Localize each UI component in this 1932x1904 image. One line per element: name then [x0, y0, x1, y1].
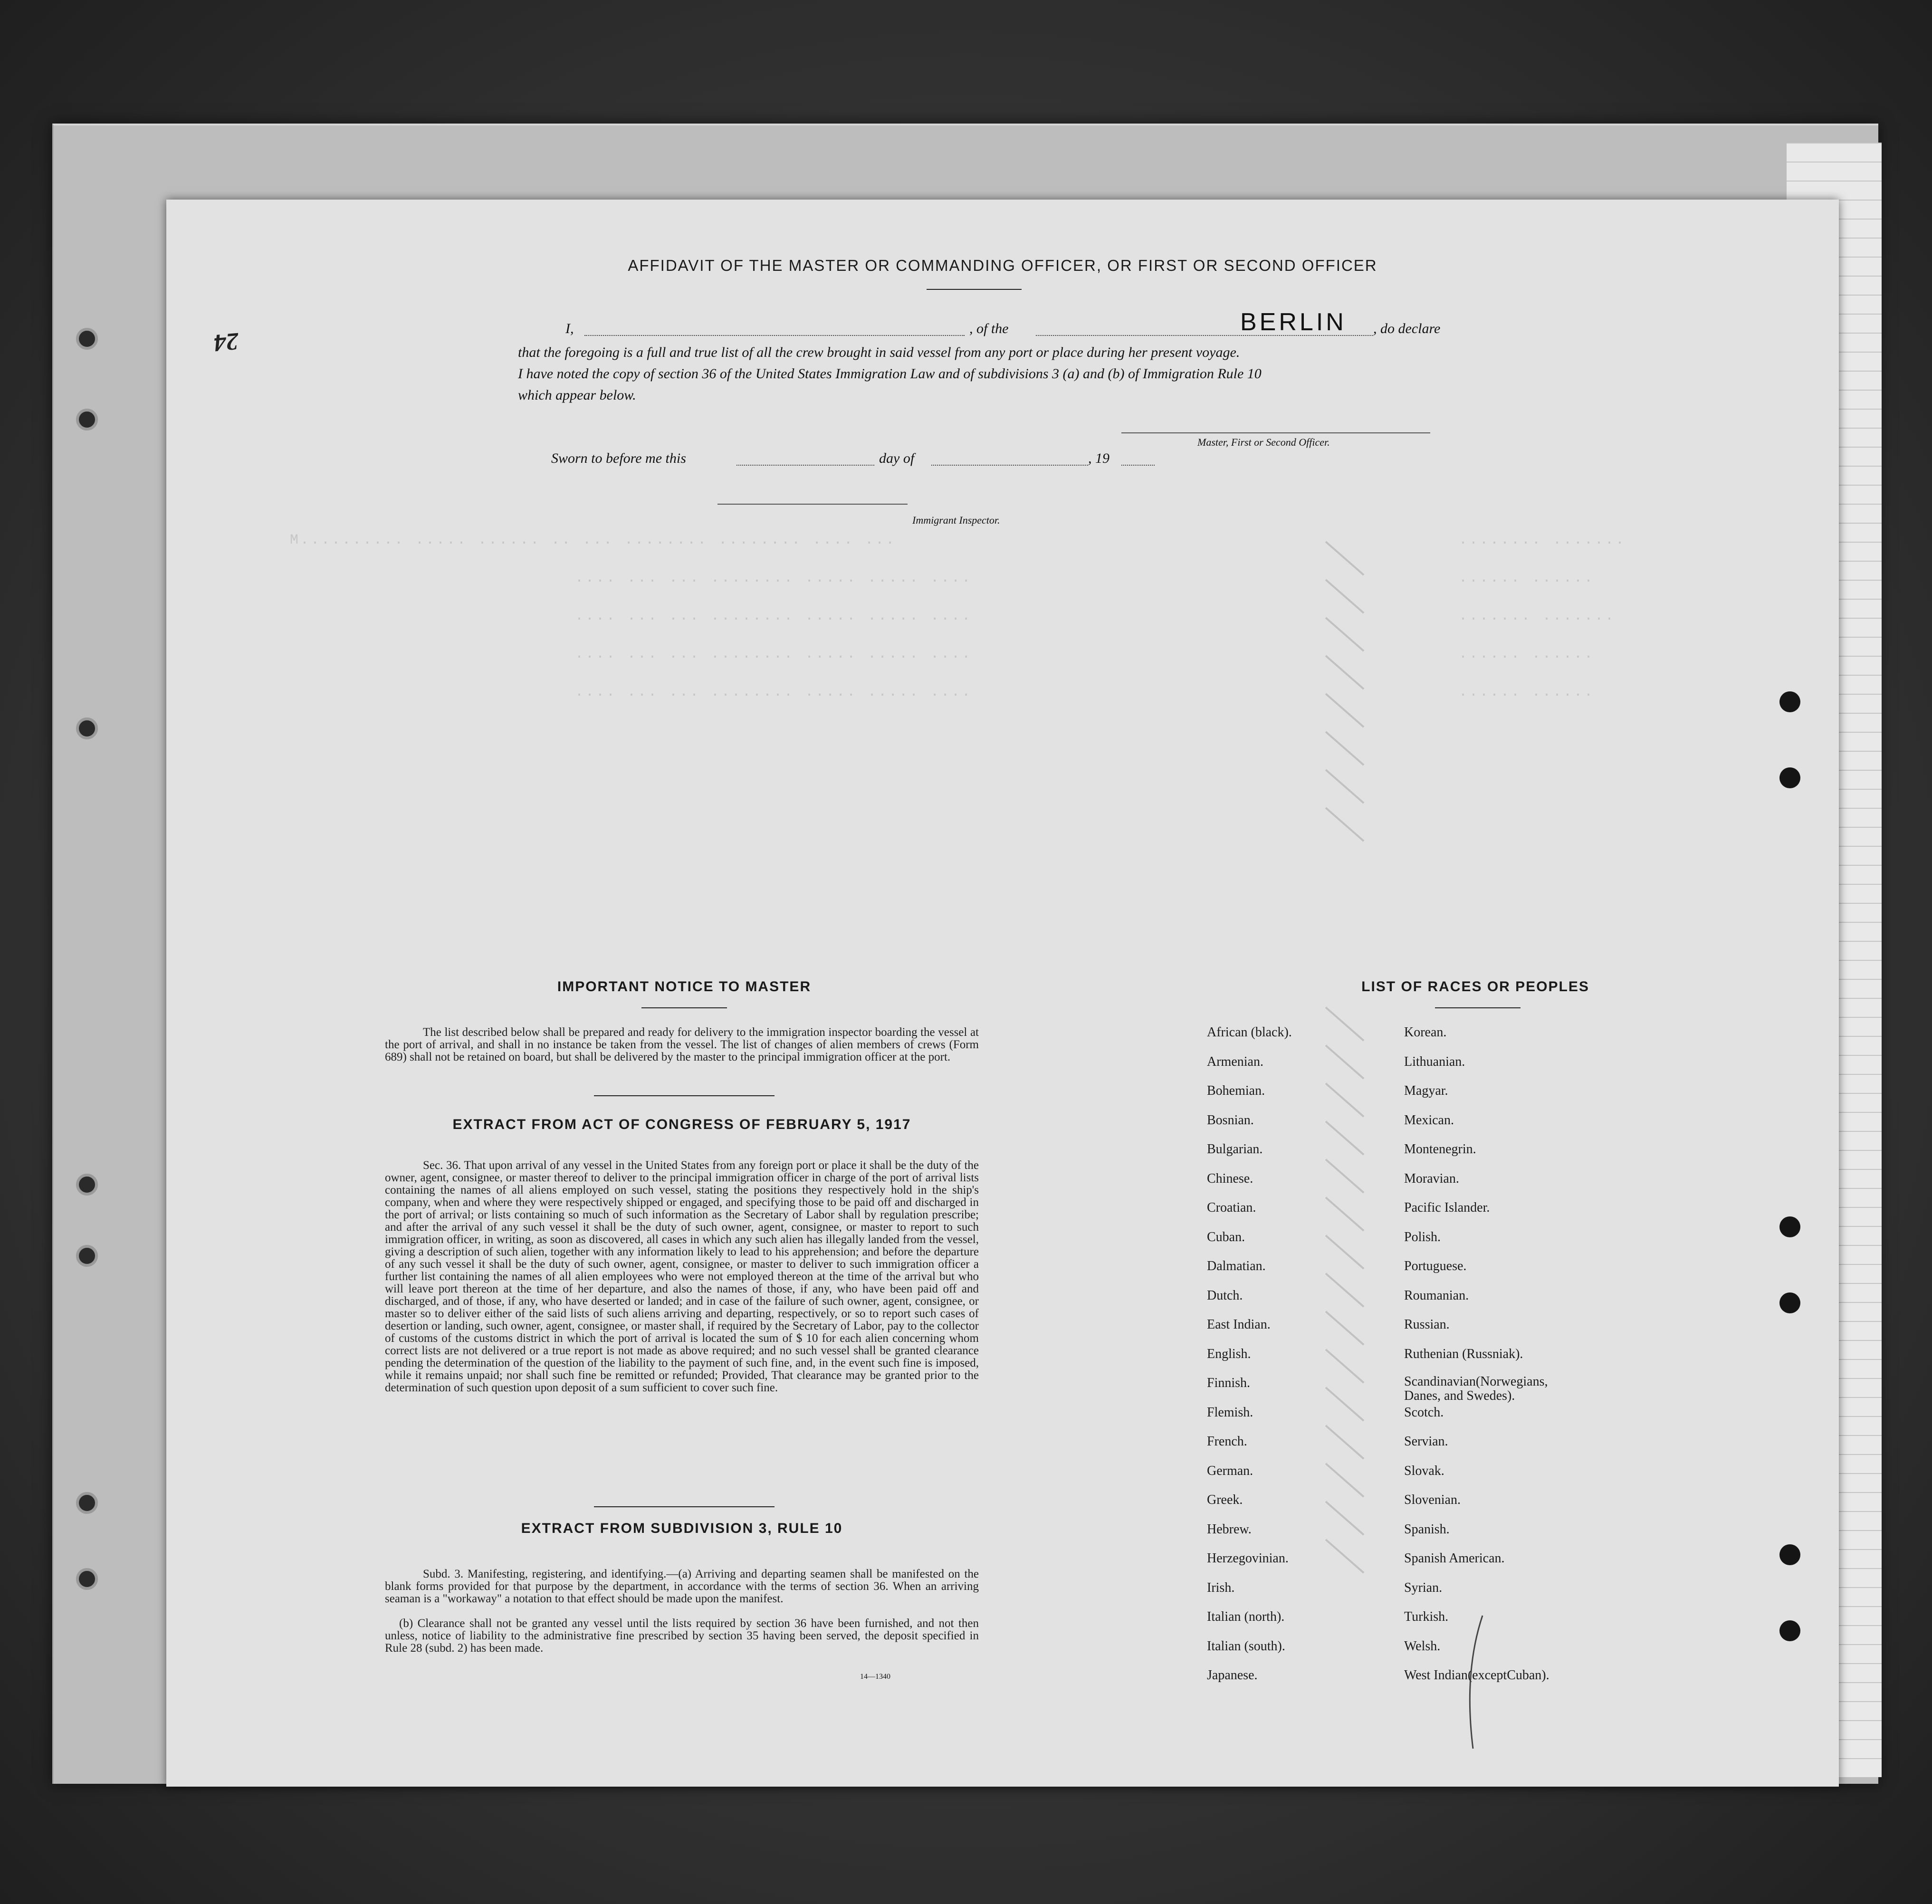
- race-item: Italian (north).: [1207, 1609, 1285, 1624]
- race-item: East Indian.: [1207, 1317, 1271, 1332]
- punch-hole: [1779, 1620, 1800, 1641]
- punch-hole: [76, 328, 98, 350]
- sworn-day-blank[interactable]: [736, 465, 874, 466]
- affidavit-line-3: I have noted the copy of section 36 of the United States Immigration Law and of subdivisions 3 (a) and (b) of Immigration Rule 10: [518, 366, 1262, 382]
- race-item: Dutch.: [1207, 1288, 1243, 1303]
- notice-title: IMPORTANT NOTICE TO MASTER: [557, 979, 812, 995]
- race-item: Spanish American.: [1404, 1551, 1505, 1566]
- extract-act-title: EXTRACT FROM ACT OF CONGRESS OF FEBRUARY 5, 1917: [452, 1117, 911, 1132]
- divider: [927, 289, 1022, 290]
- race-item: Turkish.: [1404, 1609, 1449, 1624]
- races-left-column: [1207, 1024, 1292, 1696]
- race-item: Finnish.: [1207, 1376, 1251, 1390]
- race-item: African (black).: [1207, 1025, 1292, 1040]
- bleed-through-marks: [1307, 532, 1639, 1768]
- punch-hole: [76, 1492, 98, 1514]
- race-item: Scandinavian(Norwegians, Danes, and Swedes).: [1404, 1374, 1548, 1403]
- race-item: Spanish.: [1404, 1521, 1450, 1537]
- race-item: Flemish.: [1207, 1405, 1253, 1420]
- punch-hole: [1779, 1292, 1800, 1313]
- race-item: Bosnian.: [1207, 1112, 1254, 1128]
- race-item: Montenegrin.: [1404, 1142, 1476, 1157]
- punch-hole: [76, 409, 98, 431]
- race-item: Cuban.: [1207, 1229, 1245, 1244]
- race-item: Welsh.: [1404, 1638, 1441, 1654]
- vessel-name: BERLIN: [1240, 308, 1347, 336]
- divider: [641, 1007, 727, 1008]
- race-item: Polish.: [1404, 1229, 1441, 1244]
- race-item: Syrian.: [1404, 1580, 1443, 1595]
- divider: [594, 1095, 775, 1096]
- extract-rule-title: EXTRACT FROM SUBDIVISION 3, RULE 10: [521, 1521, 843, 1536]
- year-label: , 19: [1088, 450, 1109, 466]
- affidavit-page: M.......... ..... ...... .. ... ........ ........ .... ... .... ... ... ........ ..... ..... .... .... ... ... ........ ..... ..... .... .... ... ... ........ ..... ..... .... .... ... ... ........ ..... ..... .... ........ ....... ...... ...... ....... ....... ...... ...... ...... ...... 24 AFFIDAVIT OF THE MASTER OR COMMANDING OFFICER, OR FIRST OR SECOND OFFICER I, , of the BERLIN , do declare that the foregoing is a full and true list of all the crew brought in said vessel from any port or place during her present voyage. I have noted the copy of section 36 of the United States Immigration Law and of subdivisions 3 (a) and (b) of Immigration Rule 10 which appear below. Master, First or Second Officer. Sworn to before me this day of , 19 Immigrant Inspector. IMPORTANT NOTICE TO MASTER The list described below shall be prepared and ready for delivery to the immigration inspector boarding the vessel at the port of arrival, and shall in no instance be taken from the vessel. The list of changes of alien members of crews (Form 689) shall not be retained on board, but shall be delivered by the master to the principal immigration officer at the port. EXTRACT FROM ACT OF CONGRESS OF FEBRUARY 5, 1917 Sec. 36. That upon arrival of any vessel in the United States from any foreign port or place it shall be the duty of the owner, agent, consignee, or master thereof to deliver to the principal immigration officer in charge of the port of arrival lists containing the names of all aliens employed on such vessel, stating the positions they respectively hold in the ship's company, when and where they were respectively shipped or engaged, and specifying those to be paid off and discharged in the port of arrival; or lists containing so much of such information as the Secretary of Labor shall by regulation prescribe; and after the arrival of any such vessel it shall be the duty of such owner, agent, consignee, or master to report to such immigration officer, in writing, as soon as discovered, all cases in which any such alien has illegally landed from the vessel, giving a description of such alien, together with any information likely to lead to his apprehension; and before the departure of any such vessel it shall be the duty of such owner, agent, consignee, or master to deliver to such immigration officer a further list containing the names of all alien employees who were not employed thereon at the time of the arrival but who will leave port thereon at the time of her departure, and also the names of those, if any, who have been paid off and discharged, and of those, if any, who have deserted or landed; and in case of the failure of such owner, agent, consignee, or master so to deliver either of the said lists of such aliens arriving and departing, respectively, or so to report such cases of desertion or landing, such owner, agent, consignee, or master shall, if required by the Secretary of Labor, pay to the collector of customs of the customs district in which the port of arrival is located the sum of $ 10 for each alien concerning whom correct lists are not delivered or a true report is not made as above required; and no such vessel shall be granted clearance pending the determination of the question of the liability to the payment of such fine, and, in the event such fine is imposed, while it remains unpaid; nor shall such fine be remitted or refunded; Provided, That clearance may be granted prior to the determination of such question upon deposit of a sum sufficient to cover such fine. EXTRACT FROM SUBDIVISION 3, RULE 10 Subd. 3. Manifesting, registering, and identifying.—(a) Arriving and departing seamen shall be manifested on the blank forms provided for that purpose by the department, in accordance with the terms of section 36. When an arriving seaman is a "workaway" a notation to that effect should be made upon the manifest. (b) Clearance shall not be granted any vessel until the lists required by section 36 have been furnished, and not then unless, notice of liability to the administrative fine prescribed by section 35 having been served, the deposit specified in Rule 28 (subd. 2) has been made. 14—1340 LIST OF RACES OR PEOPLES African (black). Armenian. Bohemian. Bosnian. Bulgarian. Chinese. Croatian. Cuban. Dalmatian. Dutch. East Indian. English. Finnish. Flemish. French. German. Greek. Hebrew. Herzegovinian. Irish. Italian (north). Italian (south). Japanese. Korean. Lithuanian. Magyar. Mexican. Montenegrin. Moravian. Pacific Islander. Polish. Portuguese. Roumanian. Russian. Ruthenian (Russniak). Scandinavian(Norwegians, Danes, and Swedes). Scotch. Servian. Slovak. Slovenian. Spanish. Spanish American. Syrian. Turkish. Welsh. West Indian(exceptCuban).: [166, 200, 1839, 1787]
- race-item: French.: [1207, 1434, 1247, 1449]
- day-of-label: day of: [879, 450, 915, 466]
- affidavit-i-label: I,: [565, 321, 574, 336]
- punch-hole: [1779, 1544, 1800, 1565]
- punch-hole: [76, 1568, 98, 1590]
- race-item: Mexican.: [1404, 1112, 1454, 1128]
- race-item: Pacific Islander.: [1404, 1200, 1490, 1215]
- master-signature-label: Master, First or Second Officer.: [1197, 436, 1330, 448]
- punch-hole: [76, 1174, 98, 1196]
- extract-act-text: Sec. 36. That upon arrival of any vessel in the United States from any foreign port or place it shall be the duty of the owner, agent, consignee, or master thereof to deliver to the principal immigration officer in charge of the port of arrival lists containing the names of all aliens employed on such vessel, stating the positions they respectively hold in the ship's company, when and where they were respectively shipped or engaged, and specifying those to be paid off and discharged in the port of arrival; or lists containing so much of such information as the Secretary of Labor shall by regulation prescribe; and after the arrival of any such vessel it shall be the duty of such owner, agent, consignee, or master to report to such immigration officer, in writing, as soon as discovered, all cases in which any such alien has illegally landed from the vessel, giving a description of such alien, together with any information likely to lead to his apprehension; and before the departure of any such vessel it shall be the duty of such owner, agent, consignee, or master to deliver to such immigration officer a further list containing the names of all alien employees who were not employed thereon at the time of the arrival but who will leave port thereon at the time of her departure, and also the names of those, if any, who have been paid off and discharged, and of those, if any, who have deserted or landed; and in case of the failure of such owner, agent, consignee, or master so to deliver either of the said lists of such aliens arriving and departing, respectively, or so to report such cases of desertion or landing, such owner, agent, consignee, or master shall, if required by the Secretary of Labor, pay to the collector of customs of the customs district in which the port of arrival is located the sum of $ 10 for each alien concerning whom correct lists are not delivered or a true report is not made as above required; and no such vessel shall be granted clearance pending the determination of the question of the liability to the payment of such fine, and, in the event such fine is imposed, while it remains unpaid; nor shall such fine be remitted or refunded; Provided, That clearance may be granted prior to the determination of such question upon deposit of a sum sufficient to cover such fine.: [385, 1159, 979, 1394]
- extract-rule-text-b: (b) Clearance shall not be granted any vessel until the lists required by section 36 have been furnished, and not then unless, notice of liability to the administrative fine prescribed by section 35 having been served, the deposit specified in Rule 28 (subd. 2) has been made.: [385, 1617, 979, 1655]
- race-item: Bulgarian.: [1207, 1142, 1263, 1157]
- race-item: Herzegovinian.: [1207, 1551, 1289, 1566]
- punch-hole: [1779, 1216, 1800, 1237]
- extract-rule-text-a: Subd. 3. Manifesting, registering, and identifying.—(a) Arriving and departing seamen shall be manifested on the blank forms provided for that purpose by the department, in accordance with the terms of section 36. When an arriving seaman is a "workaway" a notation to that effect should be made upon the manifest.: [385, 1568, 979, 1605]
- race-item: Slovenian.: [1404, 1493, 1461, 1507]
- race-item: Magyar.: [1404, 1083, 1448, 1098]
- race-item: Slovak.: [1404, 1463, 1444, 1478]
- race-item: Korean.: [1404, 1025, 1447, 1040]
- inspector-label: Immigrant Inspector.: [912, 514, 1000, 526]
- race-item: Armenian.: [1207, 1054, 1263, 1069]
- punch-hole: [76, 718, 98, 739]
- sworn-year-blank[interactable]: [1121, 465, 1155, 466]
- race-item: West Indian(exceptCuban).: [1404, 1668, 1549, 1683]
- affidavit-line-4: which appear below.: [518, 387, 636, 403]
- affidavit-line-2: that the foregoing is a full and true list of all the crew brought in said vessel from any port or place during her present voyage.: [518, 344, 1240, 360]
- race-item: Russian.: [1404, 1317, 1450, 1332]
- race-item: Bohemian.: [1207, 1083, 1265, 1098]
- race-item: Croatian.: [1207, 1200, 1256, 1215]
- of-the-label: , of the: [969, 321, 1009, 336]
- master-signature-line[interactable]: [1121, 432, 1430, 433]
- inspector-signature-line[interactable]: [717, 504, 908, 505]
- do-declare-label: , do declare: [1373, 321, 1441, 336]
- officer-name-blank[interactable]: [584, 335, 965, 336]
- race-item: English.: [1207, 1346, 1251, 1361]
- race-item: Greek.: [1207, 1493, 1243, 1507]
- race-item: Chinese.: [1207, 1171, 1253, 1186]
- sworn-month-blank[interactable]: [931, 465, 1088, 466]
- race-item: Scotch.: [1404, 1405, 1444, 1420]
- race-item: Lithuanian.: [1404, 1054, 1465, 1069]
- race-item: Hebrew.: [1207, 1521, 1252, 1537]
- race-item: Servian.: [1404, 1434, 1448, 1449]
- divider: [594, 1506, 775, 1507]
- race-item: Italian (south).: [1207, 1638, 1285, 1654]
- race-item: Dalmatian.: [1207, 1259, 1266, 1273]
- race-item: Moravian.: [1404, 1171, 1459, 1186]
- races-title: LIST OF RACES OR PEOPLES: [1361, 979, 1589, 995]
- race-item: Portuguese.: [1404, 1259, 1467, 1273]
- notice-text: The list described below shall be prepared and ready for delivery to the immigration inspector boarding the vessel at the port of arrival, and shall in no instance be taken from the vessel. The list of changes of alien members of crews (Form 689) shall not be retained on board, but shall be delivered by the master to the principal immigration officer at the port.: [385, 1026, 979, 1063]
- race-item: Japanese.: [1207, 1668, 1258, 1683]
- form-number: 14—1340: [860, 1673, 890, 1681]
- race-item: Ruthenian (Russniak).: [1404, 1346, 1523, 1361]
- race-item: Roumanian.: [1404, 1288, 1469, 1303]
- margin-mark: 24: [212, 327, 240, 357]
- punch-hole: [1779, 691, 1800, 712]
- punch-hole: [1779, 767, 1800, 788]
- punch-hole: [76, 1245, 98, 1267]
- race-item: Irish.: [1207, 1580, 1235, 1595]
- race-item: German.: [1207, 1463, 1253, 1478]
- sworn-label: Sworn to before me this: [551, 450, 686, 466]
- affidavit-title: AFFIDAVIT OF THE MASTER OR COMMANDING OFFICER, OR FIRST OR SECOND OFFICER: [628, 257, 1377, 274]
